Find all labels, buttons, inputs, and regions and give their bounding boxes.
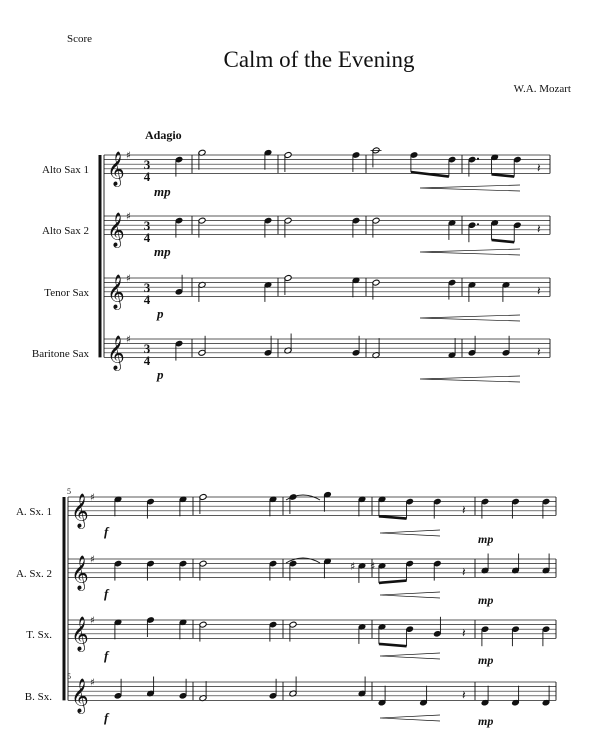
dynamic-mp: mp (478, 714, 494, 728)
treble-clef-icon: 𝄞 (71, 616, 89, 652)
beam (379, 581, 407, 583)
quarter-rest-icon: 𝄽 (537, 160, 541, 175)
key-signature-sharp-icon: ♯ (90, 615, 95, 627)
key-signature-sharp-icon: ♯ (90, 492, 95, 504)
time-signature-staff-3 (144, 280, 151, 307)
beam (379, 644, 407, 646)
svg-text:3: 3 (143, 341, 151, 356)
svg-text:3: 3 (143, 218, 151, 233)
dynamic-mp: mp (478, 532, 494, 546)
dynamic-p: p (157, 306, 164, 321)
score-title: Calm of the Evening (223, 47, 415, 72)
crescendo-hairpin (420, 249, 520, 255)
notation (64, 147, 556, 721)
crescendo-hairpin (420, 315, 520, 321)
quarter-rest-icon: 𝄽 (462, 625, 466, 640)
score-label: Score (67, 33, 93, 45)
beam (379, 516, 407, 518)
staff-label-a-sx-1: A. Sx. 1 (15, 506, 52, 518)
svg-text:4: 4 (143, 292, 151, 307)
sharp-icon: ♯ (370, 559, 376, 573)
time-signature-staff-1 (144, 157, 151, 184)
time-signature-staff-4 (144, 341, 151, 368)
treble-clef-icon: 𝄞 (71, 678, 89, 714)
svg-text:3: 3 (143, 280, 151, 295)
dynamic-f: f (104, 586, 109, 601)
dynamic-mp: mp (478, 653, 494, 667)
measure-number: 5 (67, 487, 71, 496)
dynamic-f: f (104, 524, 109, 539)
quarter-rest-icon: 𝄽 (537, 344, 541, 359)
beam (492, 240, 515, 242)
dynamic-mp: mp (154, 184, 171, 199)
staff-label-b-sx: B. Sx. (24, 691, 52, 703)
staff-label-a-sx-2: A. Sx. 2 (15, 568, 52, 580)
treble-clef-icon: 𝄞 (107, 335, 125, 371)
crescendo-hairpin (380, 530, 440, 536)
tempo-marking: Adagio (145, 128, 182, 142)
beam (492, 174, 515, 176)
key-signature-sharp-icon: ♯ (126, 150, 131, 162)
time-signature-staff-2 (144, 218, 151, 245)
treble-clef-icon: 𝄞 (71, 555, 89, 591)
dynamic-f: f (104, 648, 109, 663)
staff-label-alto-sax-1: Alto Sax 1 (41, 164, 89, 176)
key-signature-sharp-icon: ♯ (126, 334, 131, 346)
quarter-rest-icon: 𝄽 (462, 687, 466, 702)
composer: W.A. Mozart (513, 83, 571, 95)
sharp-icon: ♯ (350, 559, 356, 573)
staff-label-baritone-sax: Baritone Sax (31, 348, 89, 360)
beam (411, 172, 449, 177)
quarter-rest-icon: 𝄽 (462, 502, 466, 517)
crescendo-hairpin (380, 653, 440, 659)
dot (477, 158, 479, 160)
key-signature-sharp-icon: ♯ (126, 273, 131, 285)
key-signature-sharp-icon: ♯ (126, 211, 131, 223)
treble-clef-icon: 𝄞 (107, 151, 125, 187)
svg-text:3: 3 (143, 157, 151, 172)
treble-clef-icon: 𝄞 (71, 493, 89, 529)
quarter-rest-icon: 𝄽 (537, 283, 541, 298)
dynamic-mp: mp (478, 593, 494, 607)
key-signature-sharp-icon: ♯ (90, 677, 95, 689)
measure-number: 5 (67, 672, 71, 681)
crescendo-hairpin (380, 715, 440, 721)
crescendo-hairpin (420, 185, 520, 191)
treble-clef-icon: 𝄞 (107, 274, 125, 310)
staff-label-tenor-sax: Tenor Sax (44, 287, 89, 299)
dot (477, 223, 479, 225)
staff-label-t-sx: T. Sx. (26, 629, 52, 641)
dynamic-mp: mp (154, 244, 171, 259)
crescendo-hairpin (380, 592, 440, 598)
treble-clef-icon: 𝄞 (107, 212, 125, 248)
quarter-rest-icon: 𝄽 (462, 564, 466, 579)
staff-label-alto-sax-2: Alto Sax 2 (41, 225, 89, 237)
svg-text:4: 4 (143, 353, 151, 368)
quarter-rest-icon: 𝄽 (537, 221, 541, 236)
dynamic-p: p (157, 367, 164, 382)
svg-text:4: 4 (143, 230, 151, 245)
dynamic-f: f (104, 710, 109, 725)
crescendo-hairpin (420, 376, 520, 382)
key-signature-sharp-icon: ♯ (90, 554, 95, 566)
svg-text:4: 4 (143, 169, 151, 184)
